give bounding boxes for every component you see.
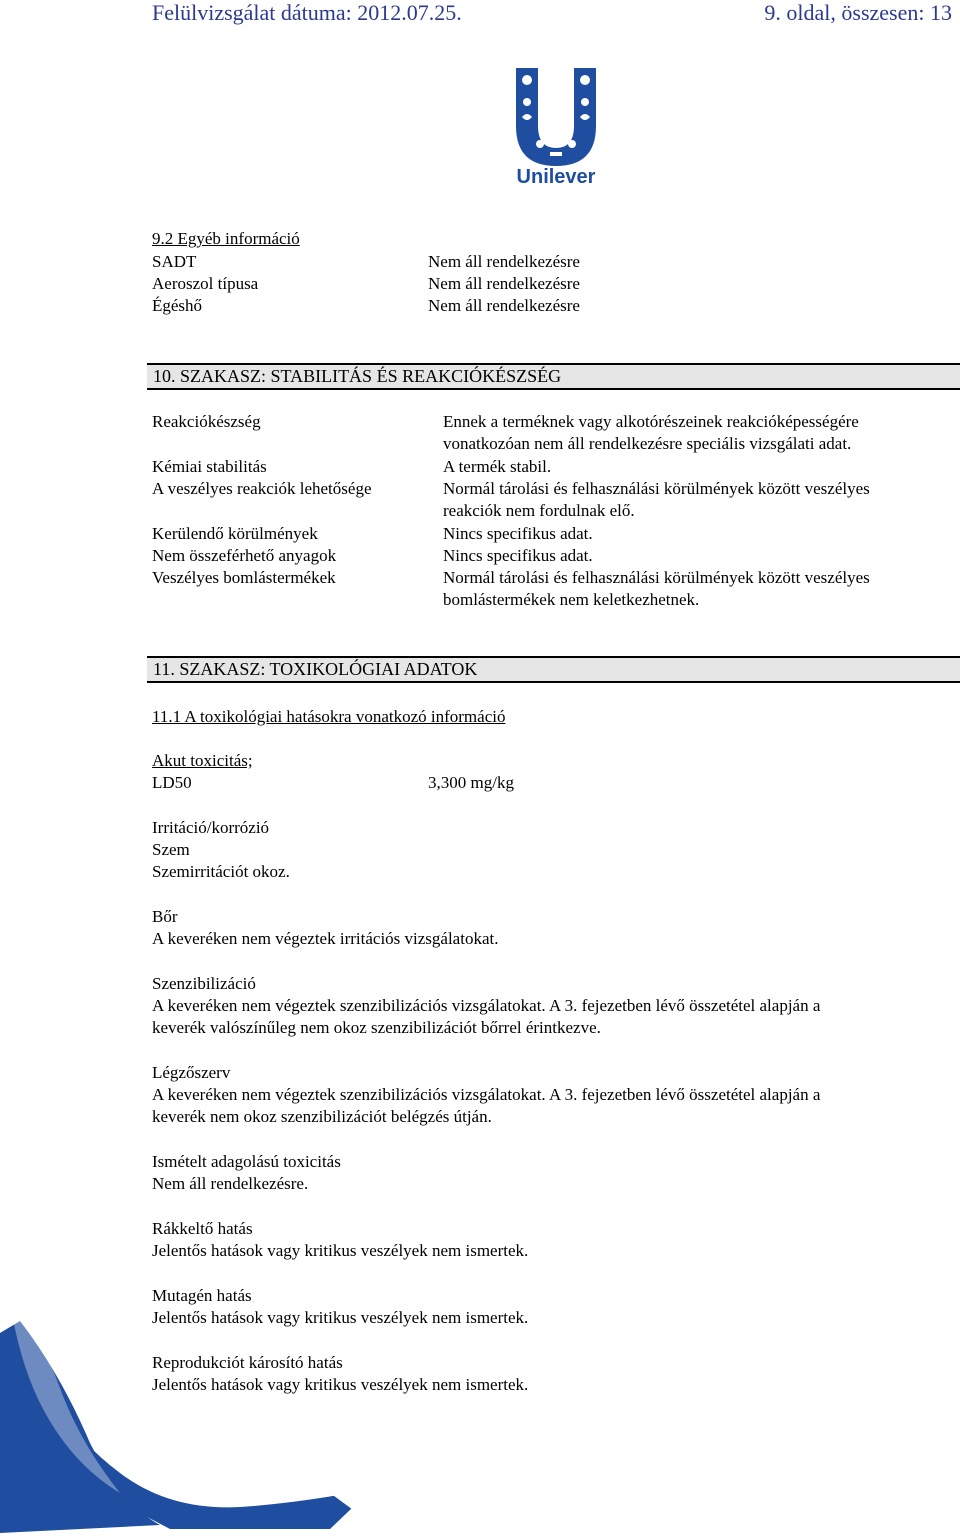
hazardous-reactions-label: A veszélyes reakciók lehetősége: [152, 479, 372, 498]
reactivity-label: Reakciókészség: [152, 412, 261, 431]
aerosol-label: Aeroszol típusa: [152, 274, 259, 293]
ld50-label: LD50: [152, 773, 192, 792]
hazardous-reactions-value-line1: Normál tárolási és felhasználási körülmények között veszélyes: [443, 479, 870, 498]
eye-text: Szemirritációt okoz.: [152, 862, 290, 881]
chem-stability-value: A termék stabil.: [443, 457, 552, 476]
skin-text: A keveréken nem végeztek irritációs vizsgálatokat.: [152, 929, 499, 948]
heat-label: Égéshő: [152, 296, 203, 315]
decomposition-value-line1: Normál tárolási és felhasználási körülmények között veszélyes: [443, 568, 870, 587]
reproductive-title: Reprodukciót károsító hatás: [152, 1353, 343, 1372]
avoid-conditions-label: Kerülendő körülmények: [152, 524, 318, 543]
carcinogenicity-text: Jelentős hatások vagy kritikus veszélyek nem ismertek.: [152, 1241, 529, 1260]
skin-title: Bőr: [152, 907, 178, 926]
heat-value: Nem áll rendelkezésre: [428, 296, 580, 315]
mutagenicity-text: Jelentős hatások vagy kritikus veszélyek nem ismertek.: [152, 1308, 529, 1327]
decorative-flag-icon: [0, 1293, 380, 1533]
review-date: Felülvizsgálat dátuma: 2012.07.25.: [152, 0, 462, 25]
section-11-header: 11. SZAKASZ: TOXIKOLÓGIAI ADATOK: [147, 656, 960, 683]
irritation-title: Irritáció/korrózió: [152, 818, 270, 837]
sensitization-text-line2: keverék valószínűleg nem okoz szenzibilizációt bőrrel érintkezve.: [152, 1018, 601, 1037]
sadt-value: Nem áll rendelkezésre: [428, 252, 580, 271]
respiratory-title: Légzőszerv: [152, 1063, 231, 1082]
acute-toxicity-title: Akut toxicitás;: [152, 751, 253, 770]
reactivity-value-line1: Ennek a terméknek vagy alkotórészeinek reakcióképességére: [443, 412, 859, 431]
carcinogenicity-title: Rákkeltő hatás: [152, 1219, 253, 1238]
incompatible-label: Nem összeférhető anyagok: [152, 546, 337, 565]
aerosol-value: Nem áll rendelkezésre: [428, 274, 580, 293]
logo-wordmark: Unilever: [516, 166, 596, 186]
hazardous-reactions-value-line2: reakciók nem fordulnak elő.: [443, 501, 635, 520]
eye-title: Szem: [152, 840, 190, 859]
respiratory-text-line2: keverék nem okoz szenzibilizációt belégzés útján.: [152, 1107, 492, 1126]
reactivity-value-line2: vonatkozóan nem áll rendelkezésre speciális vizsgálati adat.: [443, 434, 852, 453]
incompatible-value: Nincs specifikus adat.: [443, 546, 593, 565]
reproductive-text: Jelentős hatások vagy kritikus veszélyek nem ismertek.: [152, 1375, 529, 1394]
sec92-title: 9.2 Egyéb információ: [152, 229, 300, 248]
respiratory-text-line1: A keveréken nem végeztek szenzibilizációs vizsgálatokat. A 3. fejezetben lévő összetétel alapján a: [152, 1085, 821, 1104]
repeated-dose-text: Nem áll rendelkezésre.: [152, 1174, 309, 1193]
ld50-value: 3,300 mg/kg: [428, 773, 514, 792]
mutagenicity-title: Mutagén hatás: [152, 1286, 252, 1305]
decomposition-value-line2: bomlástermékek nem keletkezhetnek.: [443, 590, 700, 609]
section-10-header: 10. SZAKASZ: STABILITÁS ÉS REAKCIÓKÉSZSÉG: [147, 363, 960, 390]
unilever-logo-icon: [500, 62, 612, 186]
sensitization-title: Szenzibilizáció: [152, 974, 256, 993]
sensitization-text-line1: A keveréken nem végeztek szenzibilizációs vizsgálatokat. A 3. fejezetben lévő összetétel alapján a: [152, 996, 821, 1015]
page-info: 9. oldal, összesen: 13: [764, 0, 952, 25]
sec11-subtitle: 11.1 A toxikológiai hatásokra vonatkozó információ: [152, 707, 506, 726]
repeated-dose-title: Ismételt adagolású toxicitás: [152, 1152, 341, 1171]
avoid-conditions-value: Nincs specifikus adat.: [443, 524, 593, 543]
sadt-label: SADT: [152, 252, 197, 271]
decomposition-label: Veszélyes bomlástermékek: [152, 568, 336, 587]
chem-stability-label: Kémiai stabilitás: [152, 457, 267, 476]
